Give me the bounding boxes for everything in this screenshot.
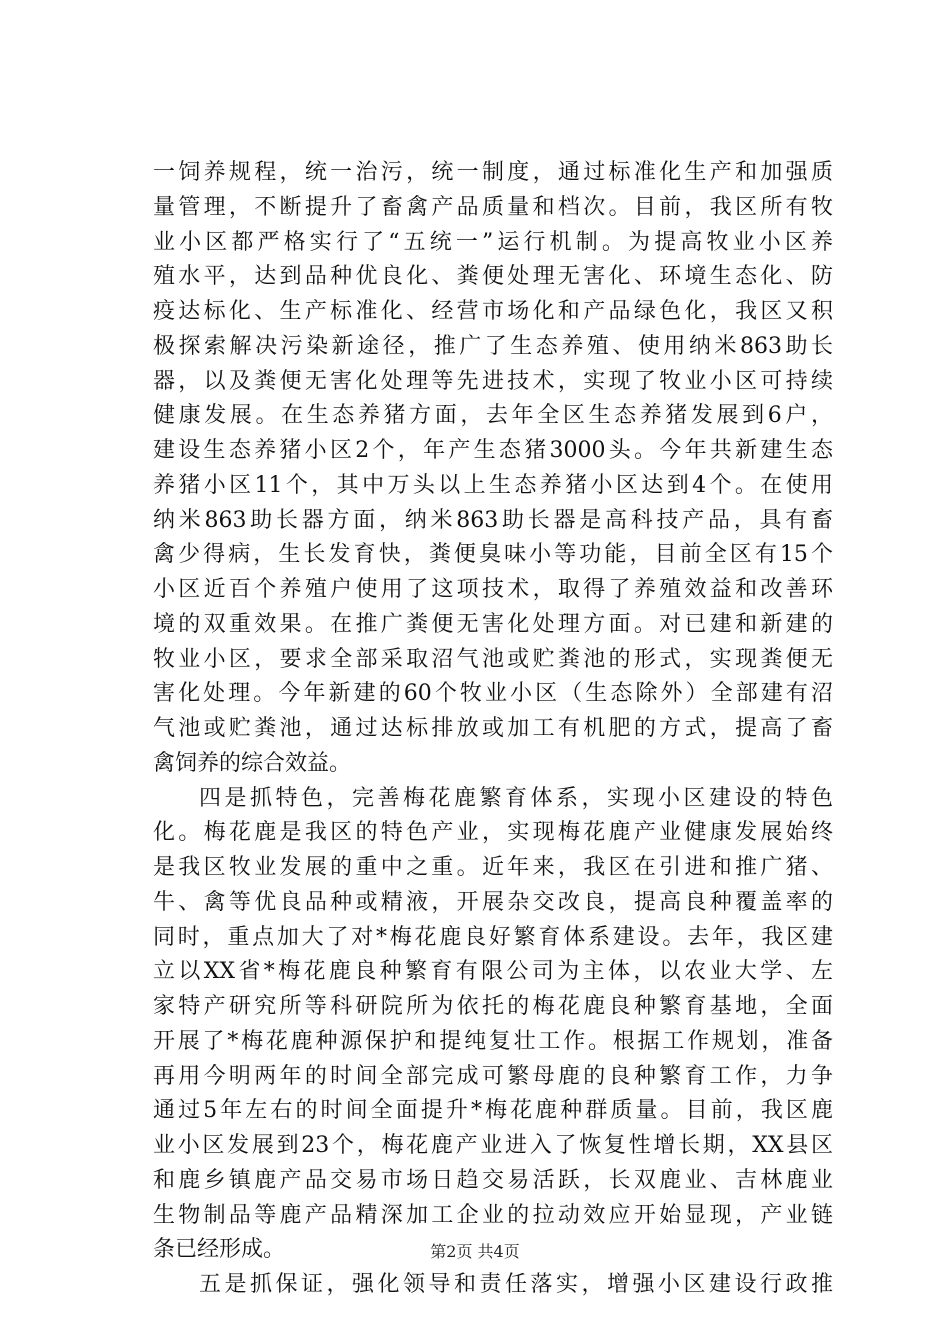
page-footer — [0, 1240, 950, 1264]
text-line: 牧业小区，要求全部采取沼气池或贮粪池的形式，实现粪便无 — [153, 646, 833, 672]
text-line: 家特产研究所等科研院所为依托的梅花鹿良种繁育基地，全面 — [153, 994, 833, 1019]
text-line: 小区近百个养殖户使用了这项技术，取得了养殖效益和改善环 — [153, 577, 833, 602]
text-line: 同时，重点加大了对*梅花鹿良好繁育体系建设。去年，我区建 — [153, 924, 833, 950]
text-line: 禽少得病，生长发育快，粪便臭味小等功能，目前全区有15个 — [153, 542, 833, 568]
text-line: 和鹿乡镇鹿产品交易市场日趋交易活跃，长双鹿业、吉林鹿业 — [153, 1167, 833, 1193]
text-line: 牛、禽等优良品种或精液，开展杂交改良，提高良种覆盖率的 — [153, 889, 833, 915]
text-line-paragraph-end: 条已经形成。 — [153, 1237, 286, 1263]
text-line: 疫达标化、生产标准化、经营市场化和产品绿色化，我区又积 — [153, 299, 833, 324]
text-line: 殖水平，达到品种优良化、粪便处理无害化、环境生态化、防 — [153, 264, 833, 290]
text-line: 生物制品等鹿产品精深加工企业的拉动效应开始显现，产业链 — [153, 1202, 833, 1228]
text-line-paragraph-end: 禽饲养的综合效益。 — [153, 750, 352, 776]
text-line: 境的双重效果。在推广粪便无害化处理方面。对已建和新建的 — [153, 611, 833, 637]
text-line: 纳米863助长器方面，纳米863助长器是高科技产品，具有畜 — [153, 507, 833, 533]
text-line: 器，以及粪便无害化处理等先进技术，实现了牧业小区可持续 — [153, 368, 833, 394]
text-line: 健康发展。在生态养猪方面，去年全区生态养猪发展到6户， — [153, 403, 833, 429]
text-line: 极探索解决污染新途径，推广了生态养殖、使用纳米863助长 — [153, 333, 833, 359]
text-line: 开展了*梅花鹿种源保护和提纯复壮工作。根据工作规划，准备 — [153, 1028, 833, 1054]
text-line-paragraph-start: 四是抓特色，完善梅花鹿繁育体系，实现小区建设的特色 — [199, 785, 833, 811]
text-line: 化。梅花鹿是我区的特色产业，实现梅花鹿产业健康发展始终 — [153, 820, 833, 846]
text-line: 害化处理。今年新建的60个牧业小区（生态除外）全部建有沼 — [153, 681, 833, 707]
text-line: 建设生态养猪小区2个，年产生态猪3000头。今年共新建生态 — [153, 438, 833, 463]
text-line: 业小区都严格实行了“五统一”运行机制。为提高牧业小区养 — [153, 229, 833, 255]
text-line: 立以XX省*梅花鹿良种繁育有限公司为主体，以农业大学、左 — [153, 959, 833, 985]
text-line: 通过5年左右的时间全面提升*梅花鹿种群质量。目前，我区鹿 — [153, 1098, 833, 1124]
text-line: 量管理，不断提升了畜禽产品质量和档次。目前，我区所有牧 — [153, 194, 833, 220]
text-line: 业小区发展到23个，梅花鹿产业进入了恢复性增长期，XX县区 — [153, 1133, 833, 1158]
page-number: 第2页 共4页 — [430, 1242, 520, 1261]
text-line: 再用今明两年的时间全部完成可繁母鹿的良种繁育工作，力争 — [153, 1063, 833, 1089]
text-line: 气池或贮粪池，通过达标排放或加工有机肥的方式，提高了畜 — [153, 716, 833, 741]
text-line: 一饲养规程，统一治污，统一制度，通过标准化生产和加强质 — [153, 160, 833, 185]
text-line-paragraph-start: 五是抓保证，强化领导和责任落实，增强小区建设行政推 — [199, 1272, 833, 1297]
text-line: 是我区牧业发展的重中之重。近年来，我区在引进和推广猪、 — [153, 855, 833, 880]
text-line: 养猪小区11个，其中万头以上生态养猪小区达到4个。在使用 — [153, 472, 833, 498]
document-body — [153, 156, 833, 1303]
